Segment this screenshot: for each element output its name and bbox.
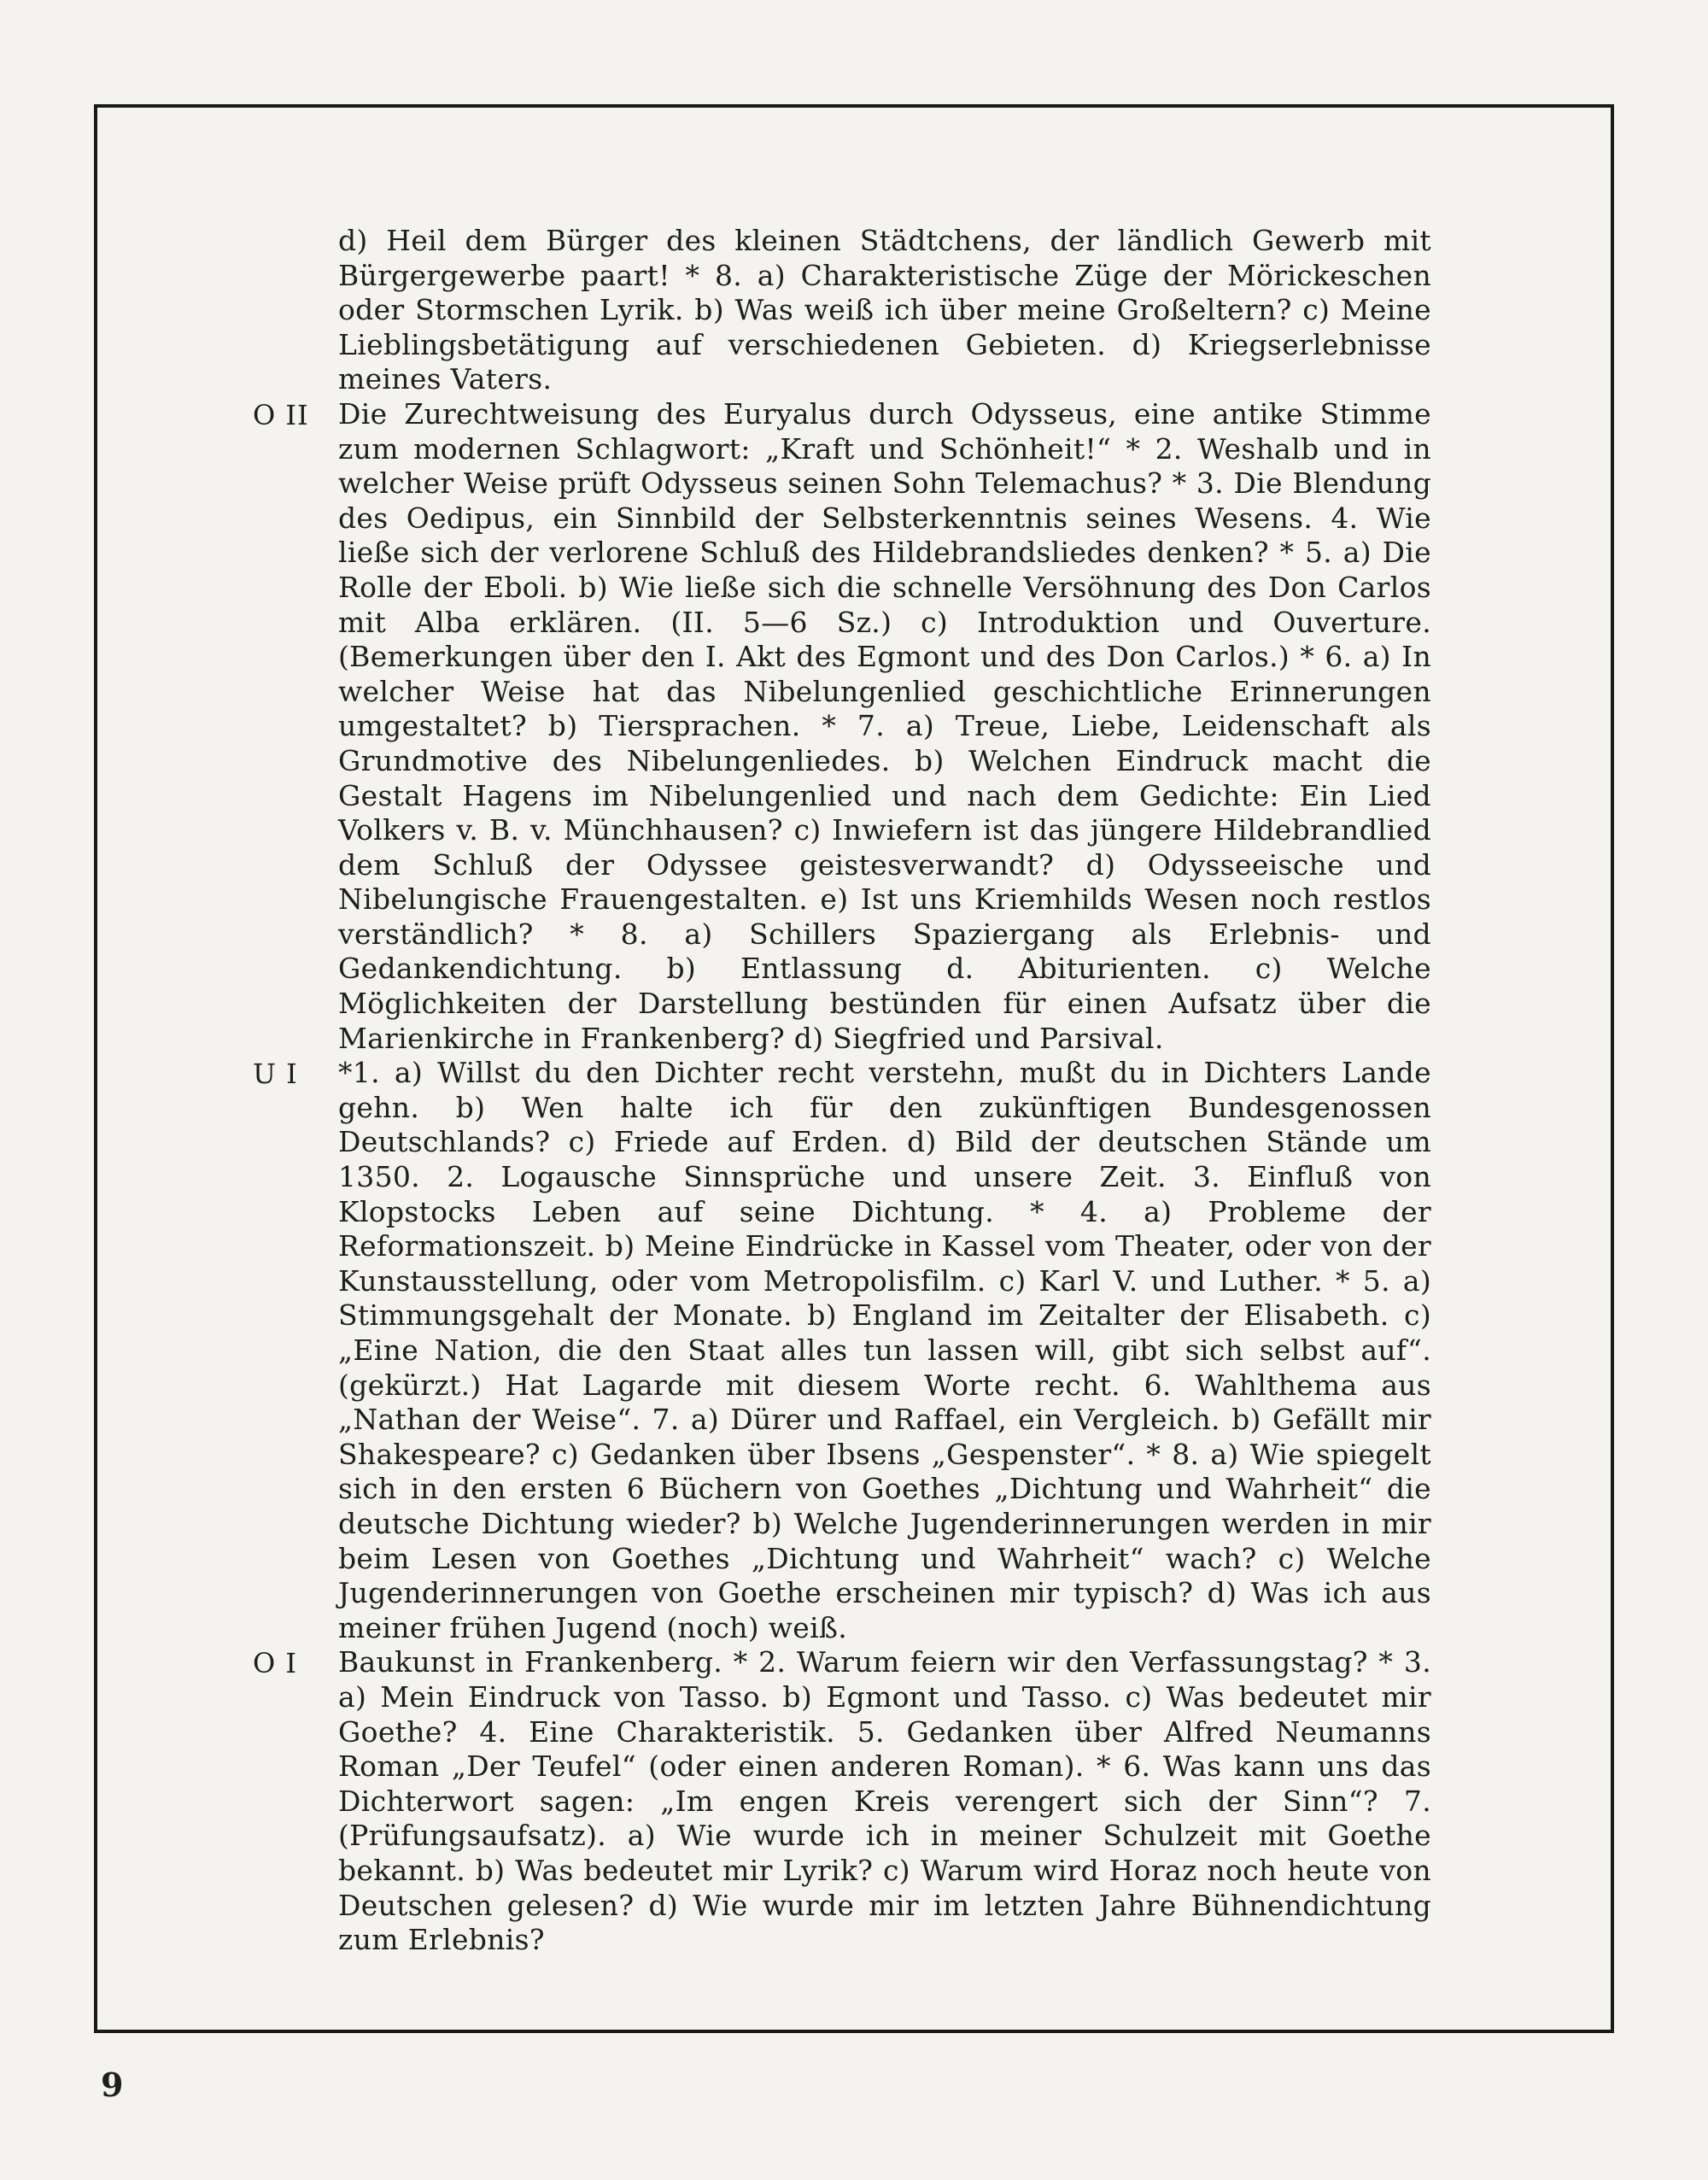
section-text: d) Heil dem Bürger des kleinen Städtchens, der ländlich Gewerb mit Bürgergewerbe paart! * 8. a) Charakteristische Züge der Mörickeschen oder Stormschen Lyrik. b) Was weiß ich über meine Großeltern? c) Meine Lieblingsbetätigung auf verschiedenen Gebieten. d) Kriegserlebnisse meines Vaters. [338,224,1431,396]
page-number: 9 [101,2066,124,2104]
document-body [253,224,1431,1958]
section-text: Die Zurechtweisung des Euryalus durch Odysseus, eine antike Stimme zum modernen Schlagwort: „Kraft und Schönheit!“ * 2. Weshalb und in welcher Weise prüft Odysseus seinen Sohn Telemachus? * 3. Die Blendung des Oedipus, ein Sinnbild der Selbsterkenntnis seines Wesens. 4. Wie ließe sich der verlorene Schluß des Hildebrandsliedes denken? * 5. a) Die Rolle der Eboli. b) Wie ließe sich die schnelle Versöhnung des Don Carlos mit Alba erklären. (II. 5—6 Sz.) c) Introduktion und Ouverture. (Bemerkungen über den I. Akt des Egmont und des Don Carlos.) * 6. a) In welcher Weise hat das Nibelungenlied geschichtliche Erinnerungen umgestaltet? b) Tiersprachen. * 7. a) Treue, Liebe, Leidenschaft als Grundmotive des Nibelungenliedes. b) Welchen Eindruck macht die Gestalt Hagens im Nibelungenlied und nach dem Gedichte: Ein Lied Volkers v. B. v. Münchhausen? c) Inwiefern ist das jüngere Hildebrandlied dem Schluß der Odyssee geistesverwandt? d) Odysseeische und Nibelungische Frauengestalten. e) Ist uns Kriemhilds Wesen noch restlos verständlich? * 8. a) Schillers Spaziergang als Erlebnis- und Gedankendichtung. b) Entlassung d. Abiturienten. c) Welche Möglichkeiten der Darstellung bestünden für einen Aufsatz über die Marienkirche in Frankenberg? d) Siegfried und Parsival. [338,396,1431,1055]
section-label: U I [253,1058,298,1091]
section-label: O I [253,1647,298,1680]
section-text: *1. a) Willst du den Dichter recht verstehn, mußt du in Dichters Lande gehn. b) Wen halte ich für den zukünftigen Bundesgenossen Deutschlands? c) Friede auf Erden. d) Bild der deutschen Stände um 1350. 2. Logausche Sinnsprüche und unsere Zeit. 3. Einfluß von Klopstocks Leben auf seine Dichtung. * 4. a) Probleme der Reformationszeit. b) Meine Eindrücke in Kassel vom Theater, oder von der Kunstausstellung, oder vom Metropolisfilm. c) Karl V. und Luther. * 5. a) Stimmungsgehalt der Monate. b) England im Zeitalter der Elisabeth. c) „Eine Nation, die den Staat alles tun lassen will, gibt sich selbst auf“. (gekürzt.) Hat Lagarde mit diesem Worte recht. 6. Wahlthema aus „Nathan der Weise“. 7. a) Dürer und Raffael, ein Vergleich. b) Gefällt mir Shakespeare? c) Gedanken über Ibsens „Gespenster“. * 8. a) Wie spiegelt sich in den ersten 6 Büchern von Goethes „Dichtung und Wahrheit“ die deutsche Dichtung wieder? b) Welche Jugenderinnerungen werden in mir beim Lesen von Goethes „Dichtung und Wahrheit“ wach? c) Welche Jugenderinnerungen von Goethe erscheinen mir typisch? d) Was ich aus meiner frühen Jugend (noch) weiß. [338,1056,1431,1644]
section-u-i [253,1056,1431,1645]
section-text: Baukunst in Frankenberg. * 2. Warum feiern wir den Verfassungstag? * 3. a) Mein Eindruck von Tasso. b) Egmont und Tasso. c) Was bedeutet mir Goethe? 4. Eine Charakteristik. 5. Gedanken über Alfred Neumanns Roman „Der Teufel“ (oder einen anderen Roman). * 6. Was kann uns das Dichterwort sagen: „Im engen Kreis verengert sich der Sinn“? 7. (Prüfungsaufsatz). a) Wie wurde ich in meiner Schulzeit mit Goethe bekannt. b) Was bedeutet mir Lyrik? c) Warum wird Horaz noch heute von Deutschen gelesen? d) Wie wurde mir im letzten Jahre Bühnendichtung zum Erlebnis? [338,1645,1431,1957]
section-continuation [253,224,1431,397]
section-o-ii [253,397,1431,1056]
section-label: O II [253,398,309,431]
section-o-i [253,1645,1431,1957]
